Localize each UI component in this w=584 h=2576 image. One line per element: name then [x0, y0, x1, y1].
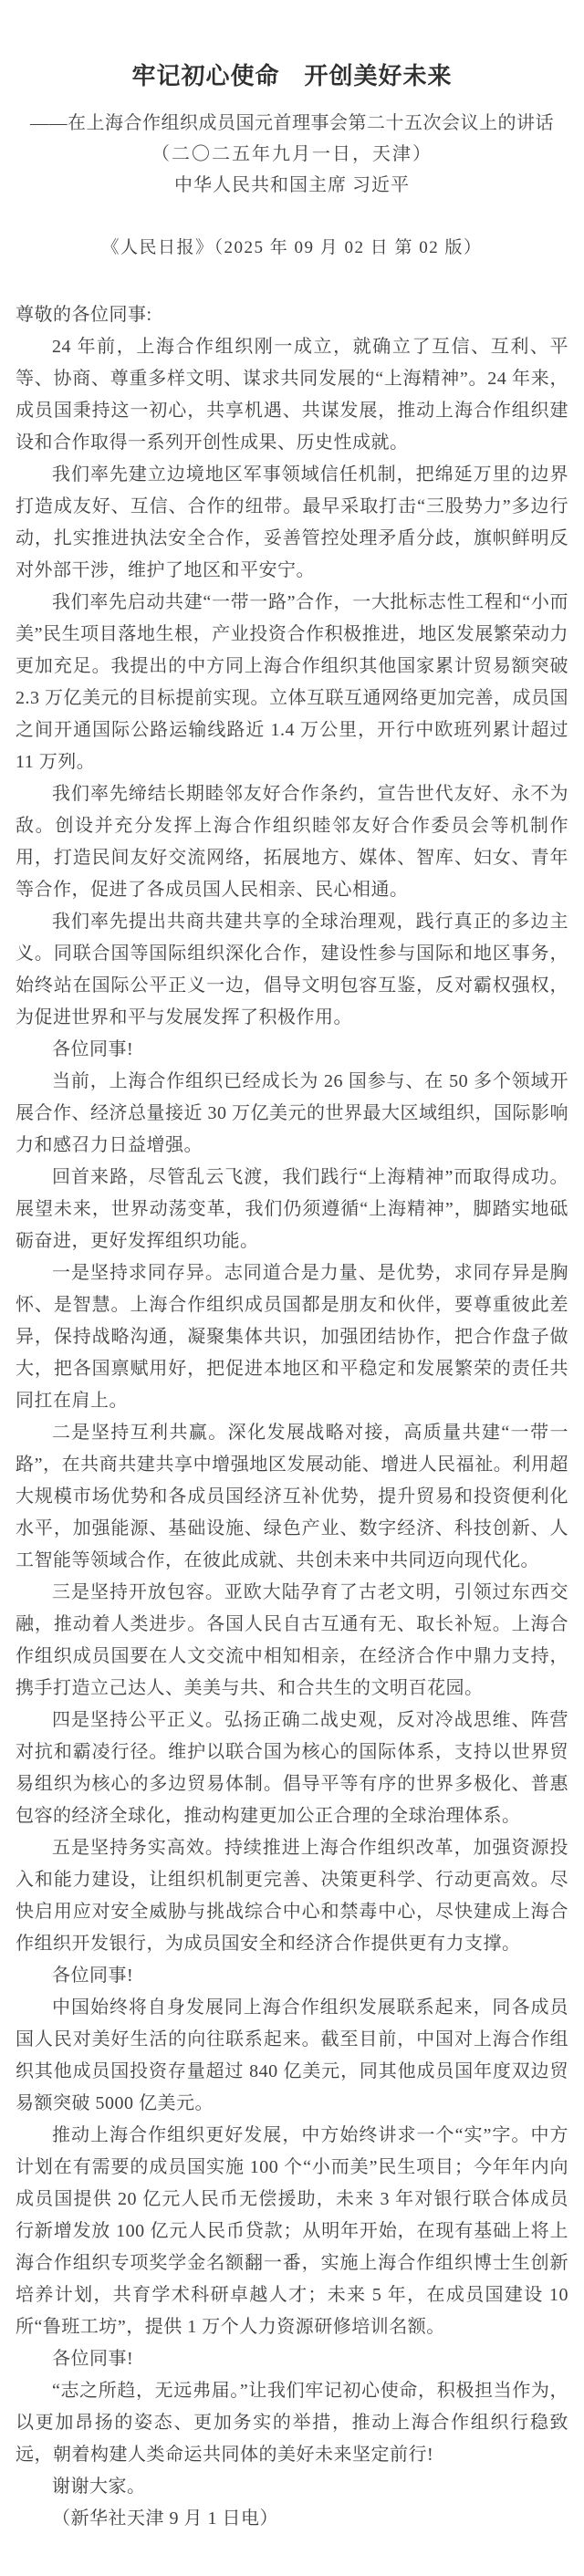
article-paragraph: 中国始终将自身发展同上海合作组织发展联系起来，同各成员国人民对美好生活的向往联系起来。截至目前，中国对上海合作组织其他成员国投资存量超过 840 亿美元，同其他成员国年度双边贸易额突破 5000 亿美元。 — [16, 1997, 568, 2113]
article-header — [0, 0, 584, 259]
article-paragraph: （新华社天津 9 月 1 日电） — [52, 2508, 278, 2529]
article-title: 牢记初心使命 开创美好未来 — [131, 63, 453, 89]
article-paragraph: 我们率先启动共建“一带一路”合作，一大批标志性工程和“小而美”民生项目落地生根，产业投资合作积极推进，地区发展繁荣动力更加充足。我提出的中方同上海合作组织其他国家累计贸易额突破 2.3 万亿美元的目标提前实现。立体互联互通网络更加完善，成员国之间开通国际公路运输线路近 1.4 万公里，开行中欧班列累计超过 11 万列。 — [16, 592, 568, 772]
article-author: 中华人民共和国主席 习近平 — [174, 175, 410, 195]
article-paragraph: 24 年前，上海合作组织刚一成立，就确立了互信、互利、平等、协商、尊重多样文明、谋求共同发展的“上海精神”。24 年来，成员国秉持这一初心，共享机遇、共谋发展，推动上海合作组织建设和合作取得一系列开创性成果、历史性成就。 — [16, 337, 568, 453]
article-paragraph: 二是坚持互利共赢。深化发展战略对接，高质量共建“一带一路”，在共商共建共享中增强地区发展动能、增进人民福祉。利用超大规模市场优势和各成员国经济互补优势，提升贸易和投资便利化水平，加强能源、基础设施、绿色产业、数字经济、科技创新、人工智能等领域合作，在彼此成就、共创未来中共同迈向现代化。 — [16, 1423, 568, 1570]
article-paragraph: 五是坚持务实高效。持续推进上海合作组织改革，加强资源投入和能力建设，让组织机制更完善、决策更科学、行动更高效。尽快启用应对安全威胁与挑战综合中心和禁毒中心，尽快建成上海合作组织开发银行，为成员国安全和经济合作提供更有力支撑。 — [16, 1838, 568, 1954]
article-paragraph: 我们率先建立边境地区军事领域信任机制，把绵延万里的边界打造成友好、互信、合作的纽带。最早采取打击“三股势力”多边行动，扎实推进执法安全合作，妥善管控处理矛盾分歧，旗帜鲜明反对外部干涉，维护了地区和平安宁。 — [16, 464, 568, 580]
article-paragraph: 推动上海合作组织更好发展，中方始终讲求一个“实”字。中方计划在有需要的成员国实施 100 个“小而美”民生项目；今年年内向成员国提供 20 亿元人民币无偿援助，未来 3 年对银行联合体成员行新增发放 100 亿元人民币贷款；从明年开始，在现有基础上将上海合作组织专项奖学金名额翻一番，实施上海合作组织博士生创新培养计划，共育学术科研卓越人才；未来 5 年，在成员国建设 10 所“鲁班工坊”，提供 1 万个人力资源研修培训名额。 — [16, 2125, 568, 2337]
article-paragraph: 四是坚持公平正义。弘扬正确二战史观，反对冷战思维、阵营对抗和霸凌行径。维护以联合国为核心的国际体系，支持以世界贸易组织为核心的多边贸易体制。倡导平等有序的世界多极化、普惠包容的经济全球化，推动构建更加公正合理的全球治理体系。 — [16, 1710, 568, 1826]
article-source-line: 《人民日报》（2025 年 09 月 02 日 第 02 版） — [101, 238, 483, 257]
article-subtitle: ——在上海合作组织成员国元首理事会第二十五次会议上的讲话 — [30, 113, 554, 133]
article-paragraph: 我们率先缔结长期睦邻友好合作条约，宣告世代友好、永不为敌。创设并充分发挥上海合作组织睦邻友好合作委员会等机制作用，打造民间友好交流网络，拓展地方、媒体、智库、妇女、青年等合作，促进了各成员国人民相亲、民心相通。 — [16, 784, 568, 900]
article-paragraph: 谢谢大家。 — [52, 2477, 146, 2497]
article-body — [0, 259, 584, 2535]
article-paragraph: 当前，上海合作组织已经成长为 26 国参与、在 50 多个领域开展合作、经济总量接近 30 万亿美元的世界最大区域组织，国际影响力和感召力日益增强。 — [16, 1071, 568, 1155]
article-paragraph: “志之所趋，无远弗届。”让我们牢记初心使命，积极担当作为，以更加昂扬的姿态、更加务实的举措，推动上海合作组织行稳致远，朝着构建人类命运共同体的美好未来坚定前行! — [16, 2381, 568, 2465]
article-date-place: （二〇二五年九月一日，天津） — [151, 144, 433, 164]
article-paragraph: 各位同事! — [52, 1966, 134, 1986]
article-paragraph: 尊敬的各位同事: — [16, 305, 152, 325]
article-paragraph: 我们率先提出共商共建共享的全球治理观，践行真正的多边主义。同联合国等国际组织深化合作，建设性参与国际和地区事务，始终站在国际公平正义一边，倡导文明包容互鉴，反对霸权强权，为促进世界和平与发展发挥了积极作用。 — [16, 912, 568, 1027]
article-paragraph: 回首来路，尽管乱云飞渡，我们践行“上海精神”而取得成功。展望未来，世界动荡变革，我们仍须遵循“上海精神”，脚踏实地砥砺奋进，更好发挥组织功能。 — [16, 1167, 568, 1251]
article-paragraph: 一是坚持求同存异。志同道合是力量、是优势，求同存异是胸怀、是智慧。上海合作组织成员国都是朋友和伙伴，要尊重彼此差异，保持战略沟通，凝聚集体共识，加强团结协作，把合作盘子做大，把各国禀赋用好，把促进本地区和平稳定和发展繁荣的责任共同扛在肩上。 — [16, 1263, 568, 1411]
article-paragraph: 各位同事! — [52, 2349, 134, 2369]
article-paragraph: 三是坚持开放包容。亚欧大陆孕育了古老文明，引领过东西交融，推动着人类进步。各国人民自古互通有无、取长补短。上海合作组织成员国要在人文交流中相知相亲，在经济合作中鼎力支持，携手打造立己达人、美美与共、和合共生的文明百花园。 — [16, 1582, 568, 1698]
article-paragraph: 各位同事! — [52, 1039, 134, 1059]
